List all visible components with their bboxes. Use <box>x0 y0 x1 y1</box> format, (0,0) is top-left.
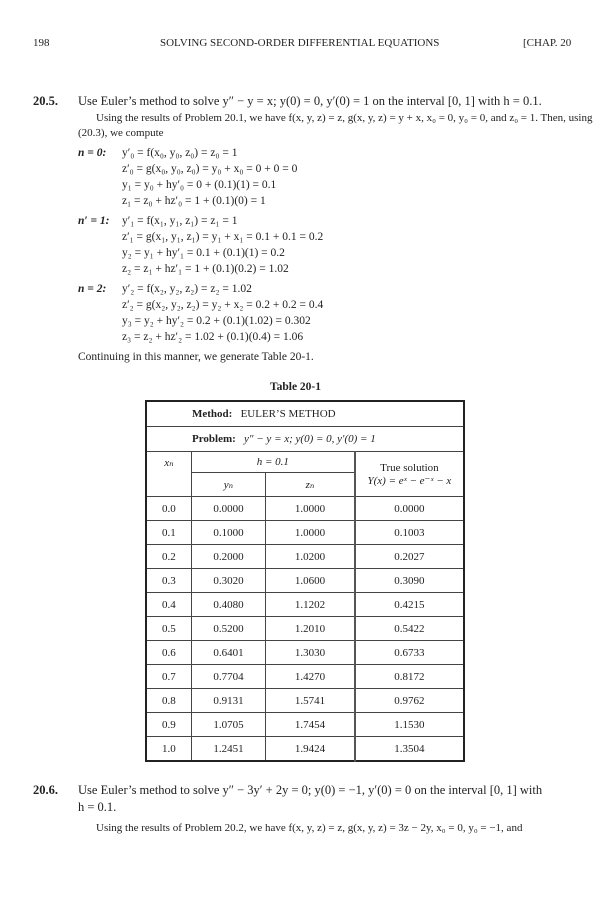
table-row <box>146 665 464 689</box>
cell-z: 1.0000 <box>266 497 355 521</box>
cell-true: 0.9762 <box>355 689 464 713</box>
cell-true: 1.3504 <box>355 737 464 762</box>
equation-line: z′₁ = g(x₁, y₁, z₁) = y₁ + x₁ = 0.1 + 0.1 = 0.2 <box>122 231 324 243</box>
cell-y: 0.7704 <box>191 665 265 689</box>
problem-statement-cont: h = 0.1. <box>78 800 117 814</box>
problem-statement: Use Euler’s method to solve y″ − y = x; y(0) = 0, y′(0) = 1 on the interval [0, 1] with h = 0.1. <box>78 94 542 108</box>
table-row <box>146 641 464 665</box>
table-row <box>146 617 464 641</box>
cell-z: 1.2010 <box>266 617 355 641</box>
table-row <box>146 521 464 545</box>
cell-x: 1.0 <box>146 737 191 762</box>
cell-true: 1.1530 <box>355 713 464 737</box>
col-header-z: zₙ <box>266 473 355 497</box>
table-row <box>146 593 464 617</box>
cell-x: 0.1 <box>146 521 191 545</box>
col-header-h: h = 0.1 <box>191 452 355 473</box>
cell-y: 1.0705 <box>191 713 265 737</box>
cell-true: 0.0000 <box>355 497 464 521</box>
col-header-y: yₙ <box>191 473 265 497</box>
cell-x: 0.7 <box>146 665 191 689</box>
equation-line: z₁ = z₀ + hz′₀ = 1 + (0.1)(0) = 1 <box>122 195 266 207</box>
cell-x: 0.5 <box>146 617 191 641</box>
solution-intro: Using the results of Problem 20.1, we have f(x, y, z) = z, g(x, y, z) = y + x, x₀ = 0, y₀ = 0, and z₀ = 1. Then, using <box>96 112 593 124</box>
equation-line: y′₀ = f(x₀, y₀, z₀) = z₀ = 1 <box>122 147 238 159</box>
table-row <box>146 545 464 569</box>
cell-z: 1.5741 <box>266 689 355 713</box>
cell-y: 0.5200 <box>191 617 265 641</box>
problem-statement: Use Euler’s method to solve y″ − 3y′ + 2y = 0; y(0) = −1, y′(0) = 0 on the interval [0, 1] with <box>78 783 543 797</box>
solution-intro: Using the results of Problem 20.2, we have f(x, y, z) = z, g(x, y, z) = 3z − 2y, x₀ = 0, y₀ = −1, and <box>96 822 523 834</box>
cell-z: 1.3030 <box>266 641 355 665</box>
cell-x: 0.6 <box>146 641 191 665</box>
table-row <box>146 713 464 737</box>
problem-value: y″ − y = x; y(0) = 0, y′(0) = 1 <box>244 433 376 445</box>
problem-number: 20.5. <box>33 94 58 108</box>
equation-line: y₂ = y₁ + hy′₁ = 0.1 + (0.1)(1) = 0.2 <box>122 247 285 259</box>
cell-z: 1.1202 <box>266 593 355 617</box>
table-row <box>146 689 464 713</box>
cell-true: 0.2027 <box>355 545 464 569</box>
step-label: n = 0: <box>78 147 107 159</box>
cell-y: 0.1000 <box>191 521 265 545</box>
cell-true: 0.3090 <box>355 569 464 593</box>
table-row <box>146 737 464 762</box>
step-label: n = 2: <box>78 283 107 295</box>
cell-y: 0.2000 <box>191 545 265 569</box>
method-label: Method: <box>192 408 233 420</box>
col-header-true: True solution <box>380 461 439 474</box>
cell-z: 1.4270 <box>266 665 355 689</box>
cell-z: 1.7454 <box>266 713 355 737</box>
equation-line: z′₂ = g(x₂, y₂, z₂) = y₂ + x₂ = 0.2 + 0.2 = 0.4 <box>122 299 324 311</box>
cell-y: 0.9131 <box>191 689 265 713</box>
step-label: n′ = 1: <box>78 215 110 227</box>
cell-true: 0.1003 <box>355 521 464 545</box>
cell-true: 0.6733 <box>355 641 464 665</box>
cell-x: 0.2 <box>146 545 191 569</box>
method-value: EULER’S METHOD <box>240 408 336 420</box>
cell-z: 1.0600 <box>266 569 355 593</box>
equation-line: y₃ = y₂ + hy′₂ = 0.2 + (0.1)(1.02) = 0.302 <box>122 315 311 327</box>
cell-x: 0.8 <box>146 689 191 713</box>
cell-true: 0.8172 <box>355 665 464 689</box>
cell-true: 0.5422 <box>355 617 464 641</box>
cell-y: 0.3020 <box>191 569 265 593</box>
equation-line: z′₀ = g(x₀, y₀, z₀) = y₀ + x₀ = 0 + 0 = 0 <box>122 163 298 175</box>
euler-table <box>145 400 465 762</box>
equation-line: y′₁ = f(x₁, y₁, z₁) = z₁ = 1 <box>122 215 238 227</box>
continuing-text: Continuing in this manner, we generate Table 20-1. <box>78 351 314 363</box>
col-header-true-formula: Y(x) = eˣ − e⁻ˣ − x <box>367 474 452 487</box>
cell-x: 0.3 <box>146 569 191 593</box>
cell-y: 0.6401 <box>191 641 265 665</box>
cell-y: 0.4080 <box>191 593 265 617</box>
cell-x: 0.4 <box>146 593 191 617</box>
problem-number: 20.6. <box>33 783 58 797</box>
cell-y: 0.0000 <box>191 497 265 521</box>
chapter-label: [CHAP. 20 <box>523 37 572 49</box>
col-header-x: xₙ <box>146 452 191 497</box>
cell-z: 1.9424 <box>266 737 355 762</box>
cell-true: 0.4215 <box>355 593 464 617</box>
problem-label: Problem: <box>192 433 236 445</box>
equation-line: z₃ = z₂ + hz′₂ = 1.02 + (0.1)(0.4) = 1.06 <box>122 331 304 343</box>
solution-intro-cont: (20.3), we compute <box>78 127 164 139</box>
equation-line: y₁ = y₀ + hy′₀ = 0 + (0.1)(1) = 0.1 <box>122 179 277 191</box>
table-row <box>146 497 464 521</box>
equation-line: z₂ = z₁ + hz′₁ = 1 + (0.1)(0.2) = 1.02 <box>122 263 289 275</box>
cell-z: 1.0200 <box>266 545 355 569</box>
page-number: 198 <box>33 37 50 49</box>
cell-x: 0.9 <box>146 713 191 737</box>
table-row <box>146 569 464 593</box>
table-title: Table 20-1 <box>270 381 322 393</box>
running-title: SOLVING SECOND-ORDER DIFFERENTIAL EQUATIONS <box>160 37 440 49</box>
cell-z: 1.0000 <box>266 521 355 545</box>
cell-x: 0.0 <box>146 497 191 521</box>
cell-y: 1.2451 <box>191 737 265 762</box>
equation-line: y′₂ = f(x₂, y₂, z₂) = z₂ = 1.02 <box>122 283 252 295</box>
